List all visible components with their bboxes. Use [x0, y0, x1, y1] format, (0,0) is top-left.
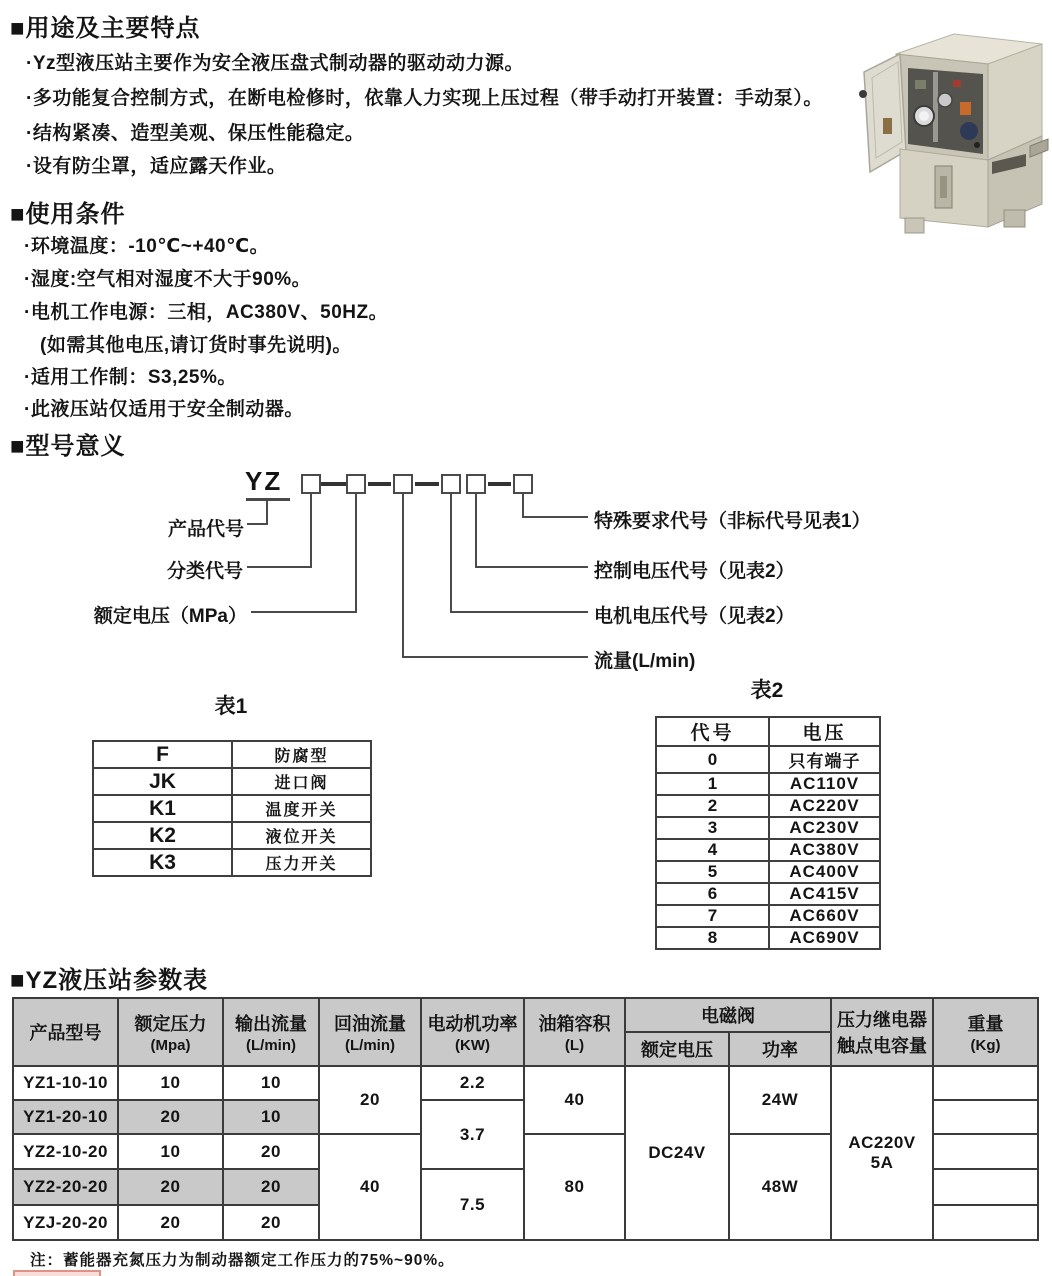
- code-cell: 4: [656, 839, 769, 861]
- table-row: [93, 795, 371, 822]
- weight-cell: [933, 1205, 1038, 1240]
- special-code-cell: K3: [93, 849, 232, 876]
- table2: [655, 716, 881, 950]
- table-row: [93, 741, 371, 768]
- flow-cell: 20: [223, 1134, 319, 1169]
- header-unit: (Kg): [970, 1037, 1001, 1054]
- header-solenoid-power: 功率: [729, 1032, 831, 1066]
- section-title-param-table: ■YZ液压站参数表: [10, 967, 209, 994]
- box-dash: [488, 482, 511, 486]
- tank-cell: 80: [524, 1134, 625, 1240]
- condition-bullet: ·环境温度：-10℃~+40℃。: [24, 236, 270, 257]
- voltage-cell: AC220V: [769, 795, 880, 817]
- table-row: [656, 795, 880, 817]
- table-row: [93, 768, 371, 795]
- flow-cell: 10: [223, 1100, 319, 1134]
- special-desc-cell: 压力开关: [232, 849, 371, 876]
- diagram-label-product-code: 产品代号: [167, 519, 244, 540]
- header-unit: (L): [564, 1037, 585, 1054]
- yz-underline: [246, 498, 290, 501]
- header-text: 电动机功率: [427, 1014, 518, 1034]
- header-return-flow: [319, 998, 421, 1066]
- header-weight: [933, 998, 1038, 1066]
- header-pressure: [118, 998, 223, 1066]
- header-text: 输出流量: [235, 1014, 307, 1034]
- connector: [402, 656, 588, 658]
- table1-title: 表1: [214, 695, 248, 718]
- weight-cell: [933, 1169, 1038, 1205]
- condition-bullet: ·适用工作制：S3,25%。: [24, 367, 237, 388]
- relay-cell: [831, 1066, 933, 1240]
- connector: [522, 494, 524, 518]
- voltage-cell: AC415V: [769, 883, 880, 905]
- pressure-cell: 20: [118, 1205, 223, 1240]
- header-tank: [524, 998, 625, 1066]
- code-cell: 7: [656, 905, 769, 927]
- header-unit: (KW): [455, 1037, 490, 1054]
- solenoid-voltage-cell: DC24V: [625, 1066, 729, 1240]
- code-cell: 1: [656, 773, 769, 795]
- header-text: 重量: [967, 1014, 1004, 1034]
- model-cell: YZJ-20-20: [13, 1205, 118, 1240]
- table-row: [656, 746, 880, 773]
- code-cell: 5: [656, 861, 769, 883]
- special-code-cell: JK: [93, 768, 232, 795]
- model-box-3: [393, 474, 413, 494]
- special-desc-cell: 防腐型: [232, 741, 371, 768]
- diagram-label-motor-voltage: 电机电压代号（见表2）: [594, 606, 795, 627]
- connector: [475, 566, 588, 568]
- pressure-cell: 10: [118, 1134, 223, 1169]
- flow-cell: 20: [223, 1169, 319, 1205]
- diagram-label-control-voltage: 控制电压代号（见表2）: [594, 561, 795, 582]
- header-text: 触点电容量: [837, 1036, 927, 1056]
- table-row: [93, 822, 371, 849]
- code-cell: 6: [656, 883, 769, 905]
- header-motor-power: [421, 998, 524, 1066]
- header-text: 额定压力: [134, 1014, 207, 1034]
- weight-cell: [933, 1100, 1038, 1134]
- connector: [247, 566, 311, 568]
- special-code-cell: K1: [93, 795, 232, 822]
- voltage-cell: AC230V: [769, 817, 880, 839]
- diagram-label-special-code: 特殊要求代号（非标代号见表1）: [594, 511, 871, 532]
- header-product: 产品型号: [13, 998, 118, 1066]
- model-cell: YZ1-20-10: [13, 1100, 118, 1134]
- table-row: [93, 849, 371, 876]
- box-dash: [415, 482, 439, 486]
- special-code-cell: K2: [93, 822, 232, 849]
- connector: [247, 523, 268, 525]
- header-output-flow: [223, 998, 319, 1066]
- connector: [251, 611, 356, 613]
- header-text: 压力继电器: [837, 1010, 927, 1030]
- product-photo: [856, 30, 1050, 240]
- box-dash: [368, 482, 391, 486]
- condition-bullet: ·电机工作电源：三相，AC380V、50HZ。: [24, 302, 389, 323]
- param-table: [12, 997, 1039, 1241]
- return-flow-cell: 40: [319, 1134, 421, 1240]
- header-row: [13, 998, 1038, 1032]
- motor-power-cell: 2.2: [421, 1066, 524, 1100]
- tank-cell: 40: [524, 1066, 625, 1134]
- pressure-cell: 20: [118, 1100, 223, 1134]
- section-title-conditions: ■使用条件: [10, 201, 126, 228]
- connector: [450, 494, 452, 613]
- code-cell: 0: [656, 746, 769, 773]
- relay-current: 5A: [870, 1153, 894, 1172]
- table-row: [656, 717, 880, 746]
- code-cell: 2: [656, 795, 769, 817]
- voltage-cell: AC690V: [769, 927, 880, 949]
- return-flow-cell: 20: [319, 1066, 421, 1134]
- weight-cell: [933, 1066, 1038, 1100]
- footnote: 注：蓄能器充氮压力为制动器额定工作压力的75%~90%。: [30, 1252, 455, 1269]
- table-row: [656, 861, 880, 883]
- motor-power-cell: 7.5: [421, 1169, 524, 1240]
- model-box-1: [301, 474, 321, 494]
- diagram-label-class-code: 分类代号: [166, 561, 243, 582]
- header-unit: (L/min): [345, 1037, 395, 1054]
- voltage-cell: AC110V: [769, 773, 880, 795]
- table-row: [656, 817, 880, 839]
- header-unit: (Mpa): [150, 1037, 191, 1054]
- special-desc-cell: 进口阀: [232, 768, 371, 795]
- model-box-6: [513, 474, 533, 494]
- model-box-2: [346, 474, 366, 494]
- diagram-label-flow: 流量(L/min): [594, 651, 696, 672]
- pressure-cell: 20: [118, 1169, 223, 1205]
- header-solenoid-voltage: 额定电压: [625, 1032, 729, 1066]
- header-unit: (L/min): [246, 1037, 296, 1054]
- model-prefix: YZ: [245, 466, 283, 496]
- model-cell: YZ2-20-20: [13, 1169, 118, 1205]
- motor-power-cell: 3.7: [421, 1100, 524, 1169]
- table2-title: 表2: [750, 679, 784, 702]
- voltage-cell: AC660V: [769, 905, 880, 927]
- special-desc-cell: 温度开关: [232, 795, 371, 822]
- connector: [310, 494, 312, 568]
- box-dash: [321, 482, 346, 486]
- weight-cell: [933, 1134, 1038, 1169]
- table-row: [656, 905, 880, 927]
- diagram-label-rated-pressure: 额定电压（MPa）: [93, 606, 247, 627]
- header-text: 油箱容积: [538, 1014, 611, 1034]
- model-cell: YZ2-10-20: [13, 1134, 118, 1169]
- connector: [402, 494, 404, 658]
- special-code-cell: F: [93, 741, 232, 768]
- feature-bullet: ·Yz型液压站主要作为安全液压盘式制动器的驱动动力源。: [26, 53, 525, 74]
- header-text: 回油流量: [334, 1014, 406, 1034]
- page-footer-accent: [13, 1270, 101, 1276]
- connector: [355, 494, 357, 613]
- connector: [450, 611, 588, 613]
- pressure-cell: 10: [118, 1066, 223, 1100]
- connector: [475, 494, 477, 568]
- table-row: [656, 839, 880, 861]
- table-row: [656, 883, 880, 905]
- table1: [92, 740, 372, 877]
- code-cell: 8: [656, 927, 769, 949]
- special-desc-cell: 液位开关: [232, 822, 371, 849]
- voltage-cell: 只有端子: [769, 746, 880, 773]
- code-header: 代号: [656, 717, 769, 746]
- table-row: [13, 1066, 1038, 1100]
- flow-cell: 10: [223, 1066, 319, 1100]
- feature-bullet: ·设有防尘罩，适应露天作业。: [26, 156, 287, 177]
- table-row: [656, 927, 880, 949]
- voltage-cell: AC380V: [769, 839, 880, 861]
- model-cell: YZ1-10-10: [13, 1066, 118, 1100]
- condition-bullet: (如需其他电压,请订货时事先说明)。: [40, 335, 352, 356]
- condition-bullet: ·湿度:空气相对湿度不大于90%。: [24, 269, 312, 290]
- connector: [522, 516, 588, 518]
- section-title-features: ■用途及主要特点: [10, 15, 201, 42]
- solenoid-power-cell: 24W: [729, 1066, 831, 1134]
- relay-voltage: AC220V: [848, 1133, 916, 1152]
- code-cell: 3: [656, 817, 769, 839]
- header-solenoid: 电磁阀: [625, 998, 831, 1032]
- section-title-model-meaning: ■型号意义: [10, 433, 126, 460]
- feature-bullet: ·多功能复合控制方式，在断电检修时，依靠人力实现上压过程（带手动打开装置：手动泵）。: [26, 88, 823, 109]
- voltage-cell: AC400V: [769, 861, 880, 883]
- feature-bullet: ·结构紧凑、造型美观、保压性能稳定。: [26, 123, 365, 144]
- model-box-5: [466, 474, 486, 494]
- table-row: [656, 773, 880, 795]
- voltage-header: 电压: [769, 717, 880, 746]
- condition-bullet: ·此液压站仅适用于安全制动器。: [24, 399, 304, 420]
- solenoid-power-cell: 48W: [729, 1134, 831, 1240]
- header-relay: [831, 998, 933, 1066]
- connector: [266, 499, 268, 525]
- flow-cell: 20: [223, 1205, 319, 1240]
- model-box-4: [441, 474, 461, 494]
